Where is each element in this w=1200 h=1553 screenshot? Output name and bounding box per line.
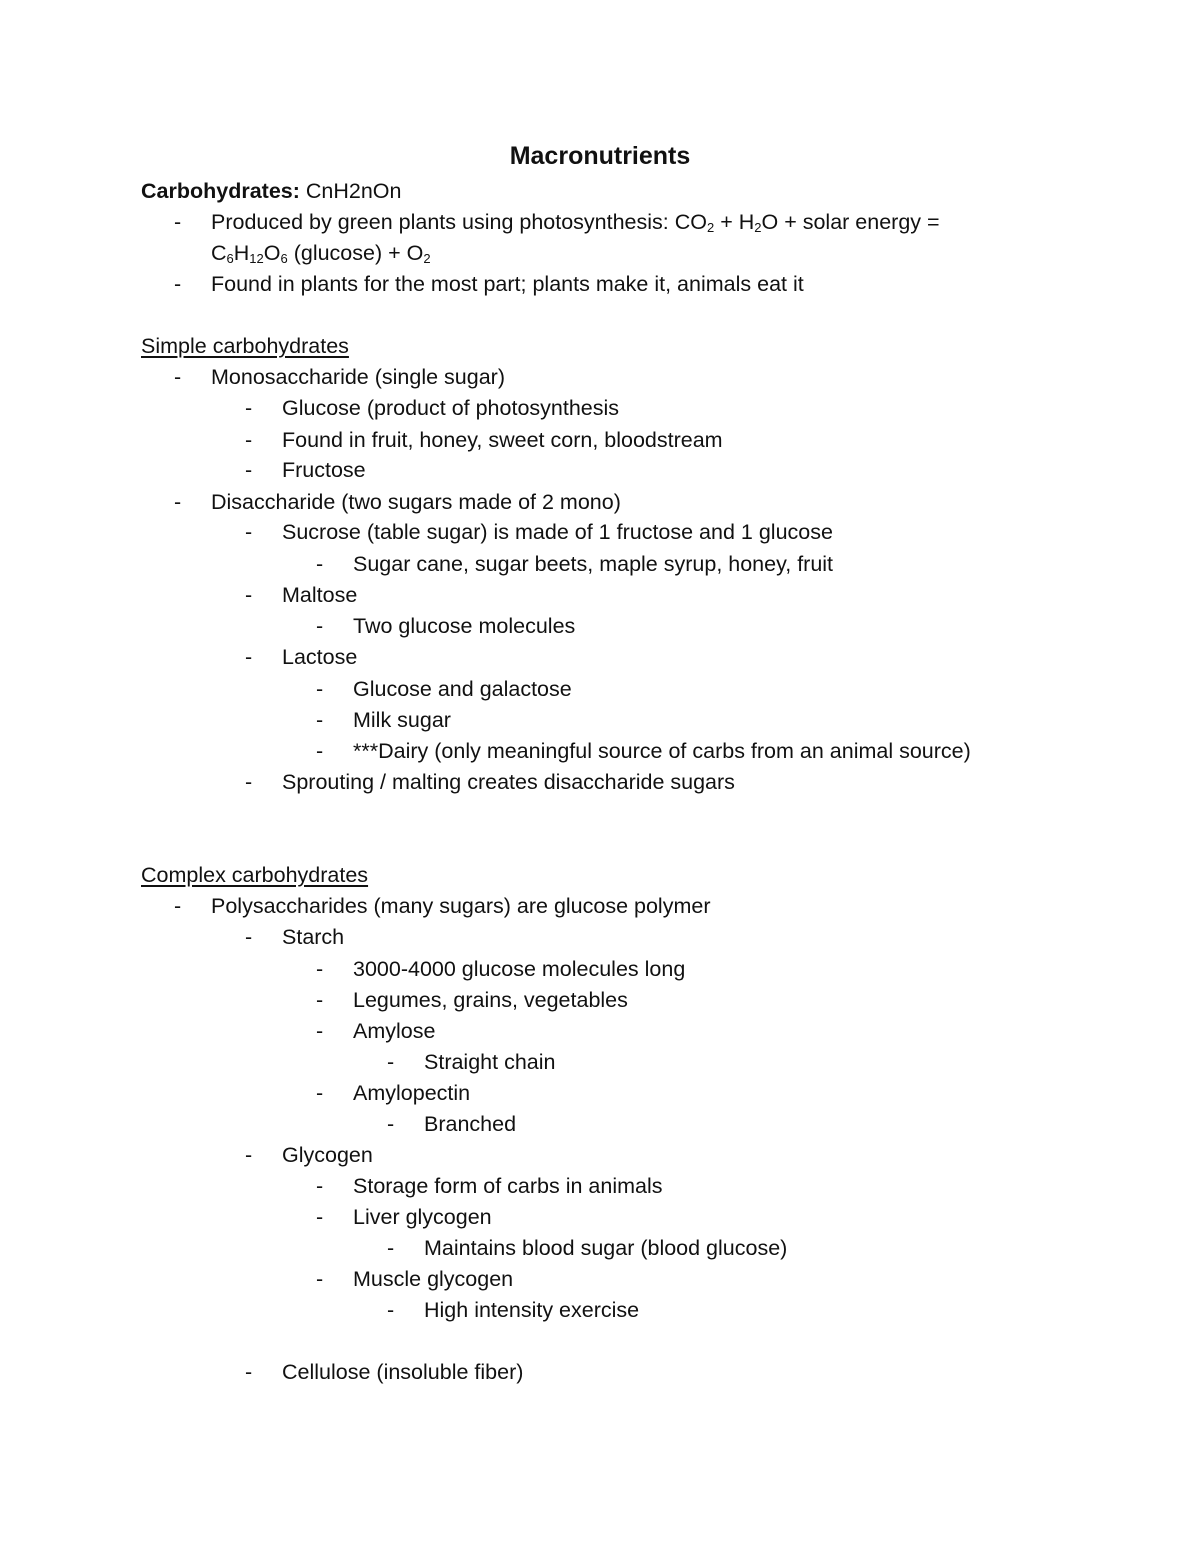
bullet-dash: - [245,925,253,949]
carbohydrates-formula: CnH2nOn [299,179,402,203]
bullet-dash: - [387,1236,395,1260]
list-item-text: Fructose [282,458,366,482]
list-item-text: Two glucose molecules [353,614,576,638]
bullet-dash: - [245,396,253,420]
bullet-dash: - [245,520,253,544]
carbohydrates-label: Carbohydrates: [141,179,300,203]
document-page: Macronutrients Carbohydrates: CnH2nOn - Produced by green plants using photosynthesis: $CO_2 + H_2O$ + solar energy = $C_6H_{12}O_6$ $(glucose) + O_2$ - Found in plants for the most part; plants make it, animals eat it Simple carbohydrates - Monosaccharide (single sugar) - Glucose (product of photosynthesis - Found in fruit, honey, sweet corn, bloodstream - Fructose - Disaccharide (two sugars made of 2 mono) - Sucrose (table sugar) is made of 1 fructose and 1 glucose - Sugar cane, sugar beets, maple syrup, honey, fruit - Maltose - Two glucose molecules - Lactose - Glucose and galactose - Milk sugar - ***Dairy (only meaningful source of carbs from an animal source) - Sprouting / malting creates disaccharide sugars Complex carbohydrates - Polysaccharides (many sugars) are glucose polymer - Starch - 3000-4000 glucose molecules long - Legumes, grains, vegetables - Amylose - Straight chain - Amylopectin - Branched - Glycogen - Storage form of carbs in animals - Liver glycogen - Maintains blood sugar (blood glucose) - Muscle glycogen - High intensity exercise - Cellulose (insoluble fiber) [0,0,1200,1553]
list-item-text: Amylose [353,1019,436,1043]
bullet-dash: - [245,458,253,482]
list-item-text: Milk sugar [353,708,451,732]
bullet-dash: - [316,1267,324,1291]
bullet-dash: - [316,739,324,763]
list-item-text: Straight chain [424,1050,556,1074]
bullet-dash: - [174,490,182,514]
bullet-dash: - [245,1143,253,1167]
list-item-text: Sprouting / malting creates disaccharide sugars [282,770,735,794]
bullet-dash: - [174,210,182,234]
list-item-text: Liver glycogen [353,1205,492,1229]
bullet-dash: - [316,988,324,1012]
list-item-text: Cellulose (insoluble fiber) [282,1360,524,1384]
bullet-dash: - [245,583,253,607]
list-item-text: Monosaccharide (single sugar) [211,365,505,389]
list-item-text: Sucrose (table sugar) is made of 1 fructose and 1 glucose [282,520,833,544]
bullet-dash: - [245,770,253,794]
bullet-dash: - [316,552,324,576]
list-item-text: Disaccharide (two sugars made of 2 mono) [211,490,621,514]
list-item-text: Starch [282,925,345,949]
list-item-text: Glucose (product of photosynthesis [282,396,620,420]
bullet-dash: - [174,365,182,389]
bullet-dash: - [316,957,324,981]
bullet-dash: - [245,428,253,452]
photosynthesis-text: Produced by green plants using photosynthesis: $CO_2 + H_2O$ + solar energy = [211,210,940,235]
list-item-text: Found in fruit, honey, sweet corn, bloodstream [282,428,723,452]
list-item-text: ***Dairy (only meaningful source of carbs from an animal source) [353,739,971,763]
bullet-dash: - [316,1174,324,1198]
list-item-text: Amylopectin [353,1081,471,1105]
list-item-text: Glucose and galactose [353,677,572,701]
bullet-dash: - [174,272,182,296]
bullet-dash: - [316,1081,324,1105]
bullet-dash: - [316,708,324,732]
list-item-text: Sugar cane, sugar beets, maple syrup, honey, fruit [353,552,834,576]
bullet-dash: - [174,894,182,918]
bullet-dash: - [316,614,324,638]
bullet-dash: - [387,1112,395,1136]
bullet-dash: - [316,1019,324,1043]
list-item-text: Lactose [282,645,358,669]
list-item-text: Maltose [282,583,358,607]
list-item-text: 3000-4000 glucose molecules long [353,957,686,981]
list-item-text: High intensity exercise [424,1298,640,1322]
bullet-dash: - [316,677,324,701]
list-item-text: Storage form of carbs in animals [353,1174,663,1198]
list-item-text: Found in plants for the most part; plants make it, animals eat it [211,272,804,296]
bullet-dash: - [387,1050,395,1074]
page-title: Macronutrients [509,142,691,170]
list-item-text: Branched [424,1112,517,1136]
bullet-dash: - [387,1298,395,1322]
bullet-dash: - [245,1360,253,1384]
list-item-text: Glycogen [282,1143,373,1167]
photosynthesis-formula: $C_6H_{12}O_6$ $(glucose) + O_2$ [211,241,431,266]
list-item-text: Maintains blood sugar (blood glucose) [424,1236,788,1260]
list-item-text: Muscle glycogen [353,1267,514,1291]
bullet-dash: - [245,645,253,669]
bullet-dash: - [316,1205,324,1229]
list-item-text: Legumes, grains, vegetables [353,988,628,1012]
list-item-text: Polysaccharides (many sugars) are glucose polymer [211,894,711,918]
